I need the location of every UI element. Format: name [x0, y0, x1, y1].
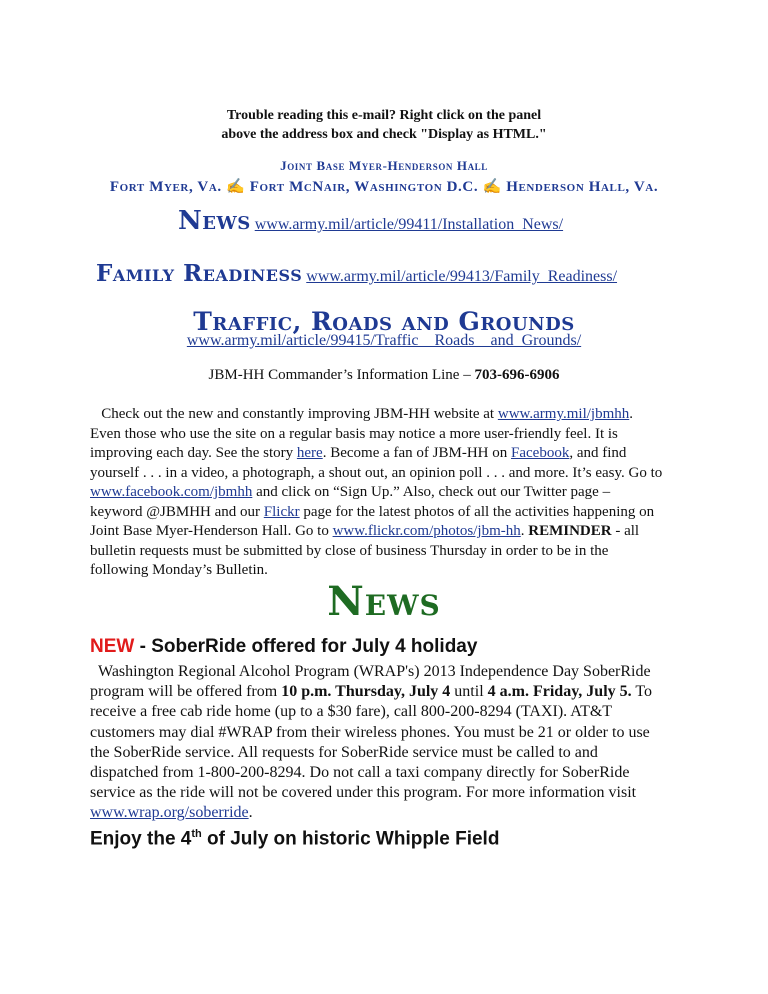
family-readiness-link[interactable]: www.army.mil/article/99413/Family_Readiness/: [306, 268, 618, 285]
intro-text: keyword @JBMHH and our: [90, 503, 264, 520]
article-whipple-field-title: [90, 828, 499, 850]
section-title-family-readiness: Family Readiness: [96, 260, 303, 287]
section-news-row: [178, 206, 563, 236]
new-tag: NEW: [90, 636, 135, 657]
article-text: program will be offered from: [90, 683, 282, 701]
intro-text: page for the latest photos of all the activities happening on: [299, 503, 655, 520]
notice-line-1: Trouble reading this e-mail? Right click on the panel: [226, 108, 542, 123]
intro-line: [90, 483, 670, 503]
article-text: Washington Regional Alcohol Program (WRAP's) 2013 Independence Day SoberRide: [98, 663, 651, 680]
wrap-soberride-link[interactable]: www.wrap.org/soberride: [90, 804, 249, 822]
article-line: dispatched from 1-800-200-8294. Do not call a taxi company directly for SoberRide: [90, 764, 630, 782]
intro-line: bulletin requests must be submitted by close of business Thursday in order to be in the: [90, 542, 609, 559]
html-display-notice: [0, 106, 768, 144]
facebook-link[interactable]: Facebook: [511, 445, 570, 461]
news-link[interactable]: www.army.mil/article/99411/Installation_News/: [254, 216, 564, 233]
intro-line: [90, 503, 670, 523]
article-line: customers may dial #WRAP from their wireless phones. You must be 21 or older to use: [90, 723, 650, 741]
article-soberride-title: [90, 636, 477, 658]
article-soberride-body: [90, 662, 680, 824]
flickr-url-link[interactable]: www.flickr.com/photos/jbm-hh: [332, 523, 521, 539]
article-line: [90, 682, 680, 702]
article-line: the SoberRide service. All requests for SoberRide service must be called to and: [90, 743, 598, 761]
intro-line: [90, 522, 670, 542]
end-time: 4 a.m. Friday, July 5.: [487, 683, 632, 701]
intro-text: and click on “Sign Up.” Also, check out our Twitter page –: [252, 484, 611, 500]
article-line: [90, 803, 680, 823]
section-traffic-link-row: [0, 332, 768, 350]
intro-text: - all: [611, 523, 640, 539]
article-title-text: Enjoy the 4: [90, 828, 192, 850]
locations-line: [0, 177, 768, 196]
intro-line: yourself . . . in a video, a photograph, a shout out, an opinion poll . . . and more. It’s easy. Go to: [90, 464, 663, 481]
article-line: service as the ride will not be covered under this program. For more information visit: [90, 784, 637, 802]
story-here-link[interactable]: here: [296, 445, 323, 461]
reminder-label: REMINDER: [528, 523, 612, 539]
commander-line-phone: 703-696-6906: [474, 367, 560, 383]
section-family-row: [96, 260, 617, 287]
flickr-link[interactable]: Flickr: [263, 503, 300, 520]
traffic-link[interactable]: www.army.mil/article/99415/Traffic__Roads__and_Grounds/: [186, 332, 582, 349]
intro-text: improving each day. See the story: [90, 445, 297, 461]
start-time: 10 p.m. Thursday, July 4: [281, 683, 451, 701]
article-text: .: [248, 804, 253, 822]
commander-line-label: JBM-HH Commander’s Information Line –: [208, 367, 471, 383]
location-fort-mcnair: Fort McNair, Washington D.C.: [249, 179, 479, 195]
commander-info-line: [0, 367, 768, 384]
location-henderson-hall: Henderson Hall, Va.: [506, 179, 659, 195]
ordinal-suffix: th: [191, 828, 202, 840]
intro-line: [90, 444, 670, 464]
intro-text: Check out the new and constantly improving JBM-HH website at: [101, 406, 498, 422]
section-title-traffic: Traffic, Roads and Grounds: [193, 307, 575, 336]
article-line: [90, 662, 680, 682]
intro-line: Even those who use the site on a regular basis may notice a more user-friendly feel. It is: [90, 425, 618, 442]
intro-text: Joint Base Myer-Henderson Hall. Go to: [90, 523, 333, 539]
intro-text: .: [629, 406, 633, 422]
article-title-text: - SoberRide offered for July 4 holiday: [134, 636, 478, 657]
intro-text: . Become a fan of JBM-HH on: [322, 445, 511, 461]
pen-icon: ✍: [482, 179, 502, 195]
jbmhh-website-link[interactable]: www.army.mil/jbmhh: [497, 406, 630, 422]
intro-text: .: [520, 523, 529, 539]
pen-icon: ✍: [226, 179, 246, 195]
article-line: receive a free cab ride home (up to a $30 fare), call 800-200-8294 (TAXI). AT&T: [90, 703, 613, 721]
article-text: until: [450, 683, 488, 701]
intro-line: [90, 405, 670, 425]
intro-line: following Monday’s Bulletin.: [90, 562, 268, 578]
article-text: To: [631, 683, 653, 701]
org-name: Joint Base Myer-Henderson Hall: [280, 158, 488, 173]
intro-text: , and find: [569, 445, 627, 461]
article-title-text: of July on historic Whipple Field: [201, 828, 500, 850]
facebook-url-link[interactable]: www.facebook.com/jbmhh: [90, 484, 253, 500]
intro-paragraph: [90, 405, 670, 581]
notice-line-2: above the address box and check "Display as HTML.": [221, 127, 547, 142]
location-fort-myer: Fort Myer, Va.: [109, 179, 222, 195]
news-heading: News: [327, 578, 441, 625]
section-title-news: News: [178, 206, 251, 236]
